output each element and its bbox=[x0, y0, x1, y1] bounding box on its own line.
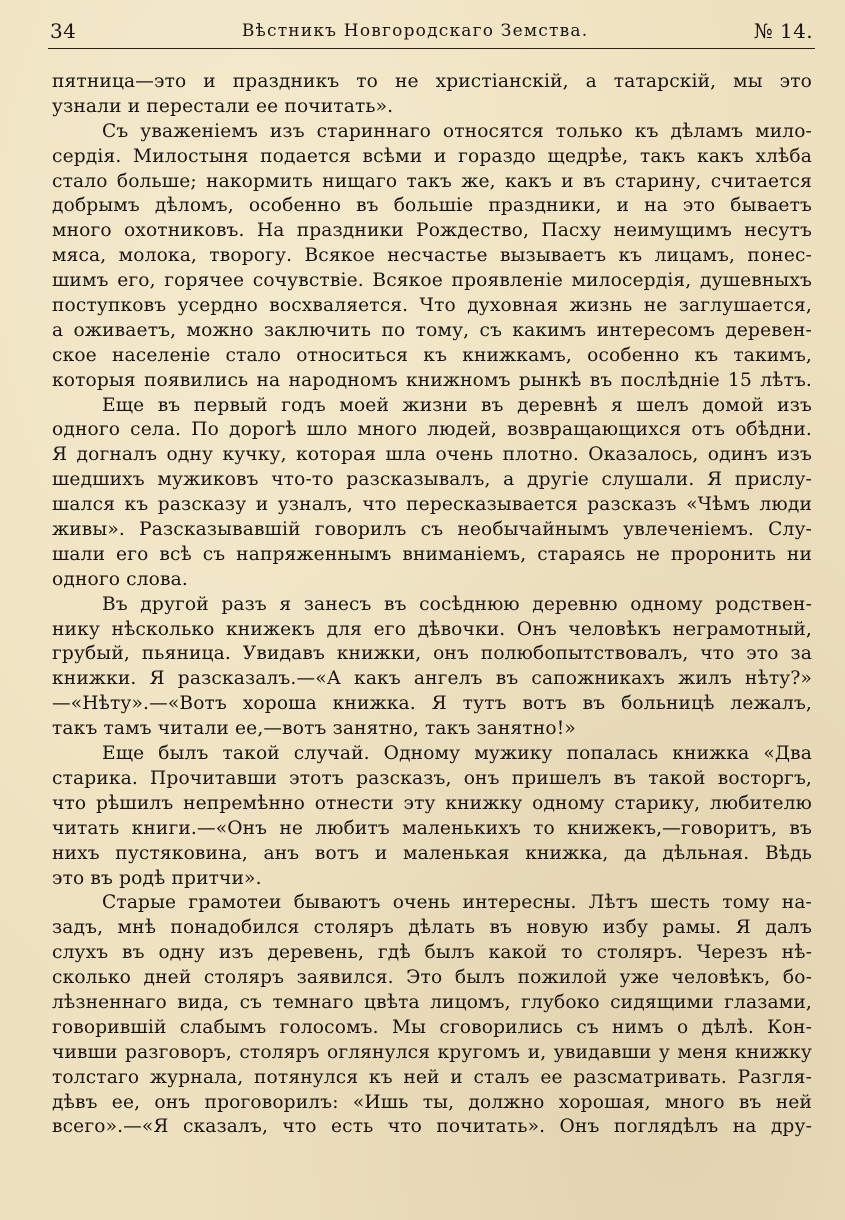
body-text bbox=[52, 70, 812, 1140]
text-line: сколько дней столяръ заявился. Это былъ пожилой уже человѣкъ, бо- bbox=[52, 967, 812, 989]
text-line: нихъ пустяковина, анъ вотъ и маленькая книжка, да дѣльная. Вѣдь bbox=[52, 842, 812, 864]
text-line: лѣзненнаго вида, съ темнаго цвѣта лицомъ, глубоко сидящими глазами, bbox=[52, 991, 812, 1013]
text-line: всего».—«Я сказалъ, что есть что почитать». Онъ поглядѣлъ на дру- bbox=[52, 1116, 812, 1138]
text-line: поступковъ усердно восхваляется. Что духовная жизнь не заглушается, bbox=[52, 295, 812, 317]
text-line: такъ тамъ читали ее,—вотъ занятно, такъ занятно!» bbox=[52, 718, 576, 740]
text-line: Въ другой разъ я занесъ въ сосѣднюю деревню одному родствен- bbox=[102, 593, 812, 615]
text-line: Старые грамотеи бываютъ очень интересны. Лѣтъ шесть тому на- bbox=[102, 892, 812, 914]
text-line: узнали и перестали ее почитать». bbox=[52, 95, 394, 117]
text-line: говорившій слабымъ голосомъ. Мы сговорились съ нимъ о дѣлѣ. Кон- bbox=[52, 1016, 812, 1038]
running-header bbox=[50, 14, 813, 48]
text-line: грубый, пьяница. Увидавъ книжки, онъ полюбопытствовалъ, что это за bbox=[52, 643, 812, 665]
text-line: ское населеніе стало относиться къ книжкамъ, особенно къ такимъ, bbox=[52, 344, 812, 366]
text-line: старика. Прочитавши этотъ разсказъ, онъ пришелъ въ такой восторгъ, bbox=[52, 767, 812, 789]
text-line: шедшихъ мужиковъ что-то разсказывалъ, а другіе слушали. Я прислу- bbox=[52, 469, 812, 491]
text-line: —«Нѣту».—«Вотъ хороша книжка. Я тутъ вотъ въ больницѣ лежалъ, bbox=[52, 693, 812, 715]
text-line: Съ уваженіемъ изъ стариннаго относятся только къ дѣламъ мило- bbox=[102, 120, 812, 142]
text-line: добрымъ дѣломъ, особенно въ большіе праздники, и на это бываетъ bbox=[52, 195, 812, 217]
text-line: читать книги.—«Онъ не любитъ маленькихъ то книжекъ,—говоритъ, въ bbox=[52, 817, 812, 839]
text-line: шали его всѣ съ напряженнымъ вниманіемъ, стараясь не проронить ни bbox=[52, 543, 812, 565]
text-line: много охотниковъ. На праздники Рождество, Пасху неимущимъ несутъ bbox=[52, 220, 812, 242]
text-line: что рѣшилъ непремѣнно отнести эту книжку одному старику, любителю bbox=[52, 792, 812, 814]
text-line: мяса, молока, творогу. Всякое несчастье вызываетъ къ лицамъ, понес- bbox=[52, 245, 812, 267]
text-line: Я догналъ одну кучку, которая шла очень плотно. Оказалось, одинъ изъ bbox=[52, 444, 812, 466]
text-line: толстаго журнала, потянулся къ ней и сталъ ее разсматривать. Разгля- bbox=[52, 1066, 812, 1088]
page-number: 34 bbox=[50, 19, 77, 43]
text-line: шимъ его, горячее сочувствіе. Всякое проявленіе милосердія, душевныхъ bbox=[52, 270, 812, 292]
text-line: задъ, мнѣ понадобился столяръ дѣлать въ новую избу рамы. Я далъ bbox=[52, 917, 812, 939]
text-line: стало больше; накормить нищаго такъ же, какъ и въ старину, считается bbox=[52, 170, 812, 192]
text-line: это въ родѣ притчи». bbox=[52, 867, 262, 889]
text-line: шался къ разсказу и узналъ, что пересказывается разсказъ «Чѣмъ люди bbox=[52, 494, 812, 516]
text-line: чивши разговоръ, столяръ оглянулся кругомъ и, увидавши у меня книжку bbox=[52, 1041, 812, 1063]
issue-number: № 14. bbox=[753, 19, 813, 43]
text-line: нику нѣсколько книжекъ для его дѣвочки. Онъ человѣкъ неграмотный, bbox=[52, 618, 812, 640]
header-rule bbox=[48, 48, 815, 49]
text-line: живы». Разсказывавшій говорилъ съ необычайнымъ увлеченіемъ. Слу- bbox=[52, 519, 812, 541]
text-line: Еще въ первый годъ моей жизни въ деревнѣ я шелъ домой изъ bbox=[102, 394, 812, 416]
text-line: одного слова. bbox=[52, 568, 188, 590]
text-line: слухъ въ одну изъ деревень, гдѣ былъ какой то столяръ. Черезъ нѣ- bbox=[52, 942, 812, 964]
text-line: пятница—это и праздникъ то не христіанскій, а татарскій, мы это bbox=[52, 71, 812, 92]
text-line: которыя появились на народномъ книжномъ рынкѣ въ послѣдніе 15 лѣтъ. bbox=[52, 369, 812, 391]
text-line: а оживаетъ, можно заключить по тому, съ какимъ интересомъ деревен- bbox=[52, 319, 812, 341]
text-line: Еще былъ такой случай. Одному мужику попалась книжка «Два bbox=[102, 743, 812, 765]
text-line: сердія. Милостыня подается всѣми и гораздо щедрѣе, такъ какъ хлѣба bbox=[52, 145, 812, 167]
text-line: книжки. Я разсказалъ.—«А какъ ангелъ въ сапожникахъ жилъ нѣту?» bbox=[52, 668, 812, 690]
journal-title: Вѣстникъ Новгородскаго Земства. bbox=[241, 21, 589, 41]
text-line: дѣвъ ее, онъ проговорилъ: «Ишь ты, должно хорошая, много въ ней bbox=[52, 1091, 812, 1113]
text-line: одного села. По дорогѣ шло много людей, возвращающихся отъ обѣдни. bbox=[52, 419, 812, 441]
